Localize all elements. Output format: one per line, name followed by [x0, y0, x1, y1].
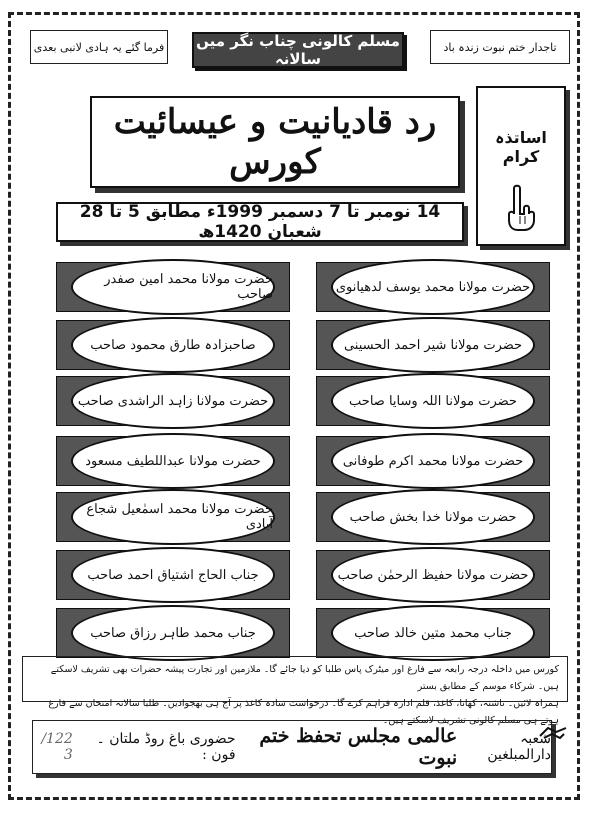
- teacher-card: [56, 320, 290, 370]
- footer-address: حضوری باغ روڈ ملتان ۔ فون :: [96, 731, 236, 763]
- teacher-card: [56, 608, 290, 658]
- teacher-name: جناب محمد متین خالد صاحب: [331, 605, 535, 661]
- handshake-icon: [538, 724, 568, 748]
- date-box: [56, 202, 464, 242]
- teacher-card: [316, 376, 550, 426]
- teachers-heading: اساتذہ کرام: [495, 128, 547, 166]
- teacher-card: [316, 262, 550, 312]
- teacher-card: [316, 492, 550, 542]
- header-left-text: فرما گئے یہ ہادی لانبی بعدی: [33, 40, 165, 54]
- teacher-name: جناب الحاج اشتیاق احمد صاحب: [71, 547, 275, 603]
- teacher-name: حضرت مولانا اللہ وسایا صاحب: [331, 373, 535, 429]
- pointing-hand-icon: [504, 184, 538, 236]
- teachers-heading-box: [476, 86, 566, 246]
- course-title: رد قادیانیت و عیسائیت کورس: [113, 102, 437, 182]
- header-center-text: مسلم کالونی چناب نگر میں سالانہ: [196, 32, 400, 68]
- date-line: 14 نومبر تا 7 دسمبر 1999ء مطابق 5 تا 28 شعبان 1420ھ: [79, 202, 441, 242]
- footer-prefix: شعبہ دارالمبلغین: [487, 731, 551, 763]
- teacher-card: [316, 320, 550, 370]
- teacher-card: [56, 550, 290, 600]
- course-title-box: [90, 96, 460, 188]
- teacher-card: [56, 262, 290, 312]
- header-right-text: تاجدار ختم نبوت زندہ باد: [443, 40, 557, 54]
- teacher-name: حضرت مولانا عبداللطیف مسعود: [71, 433, 275, 489]
- header-left-box: [30, 30, 168, 64]
- teacher-name: حضرت مولانا حفیظ الرحمٰن صاحب: [331, 547, 535, 603]
- teacher-name: صاحبزادہ طارق محمود صاحب: [71, 317, 275, 373]
- teacher-card: [316, 608, 550, 658]
- teacher-name: حضرت مولانا محمد اکرم طوفانی: [331, 433, 535, 489]
- teacher-name: حضرت مولانا محمد امین صفدر صاحب: [71, 259, 275, 315]
- teacher-name: حضرت مولانا محمد یوسف لدھیانوی: [331, 259, 535, 315]
- teacher-card: [56, 492, 290, 542]
- teacher-name: حضرت مولانا محمد اسمٰعیل شجاع آبادی: [71, 489, 275, 545]
- footer-box: [32, 720, 552, 774]
- teacher-name: حضرت مولانا زاہد الراشدی صاحب: [71, 373, 275, 429]
- header-right-box: [430, 30, 570, 64]
- teacher-name: حضرت مولانا شیر احمد الحسینی: [331, 317, 535, 373]
- teacher-card: [56, 376, 290, 426]
- notes-box: [22, 656, 568, 726]
- teacher-name: جناب محمد طاہر رزاق صاحب: [71, 605, 275, 661]
- note-line: کورس میں داخلہ درجہ رابعہ سے فارغ اور میٹرک پاس طلبا کو دیا جائے گا۔ ملازمین اور تجارت پیشہ حضرات بھی تشریف لاسکتے ہیں۔ شرکاء موسم کے مطابق بستر: [50, 664, 559, 692]
- footer-phone: 122/ 3: [41, 731, 73, 763]
- header-center-banner: [192, 32, 404, 68]
- teacher-name: حضرت مولانا خدا بخش صاحب: [331, 489, 535, 545]
- teacher-card: [316, 550, 550, 600]
- teacher-card: [56, 436, 290, 486]
- note-line: ہمراہ لائیں۔ ناشتہ، کھانا، کاغذ، قلم ادارہ فراہم کرے گا۔ درخواست سادہ کاغذ پر آج ہی بھجوادیں۔ طلبا سالانہ امتحان سے فارغ ہوتے ہی مسلم کالونی تشریف لاسکتے ہیں۔: [48, 698, 559, 726]
- footer-org: عالمی مجلس تحفظ ختم نبوت: [259, 725, 458, 769]
- teacher-card: [316, 436, 550, 486]
